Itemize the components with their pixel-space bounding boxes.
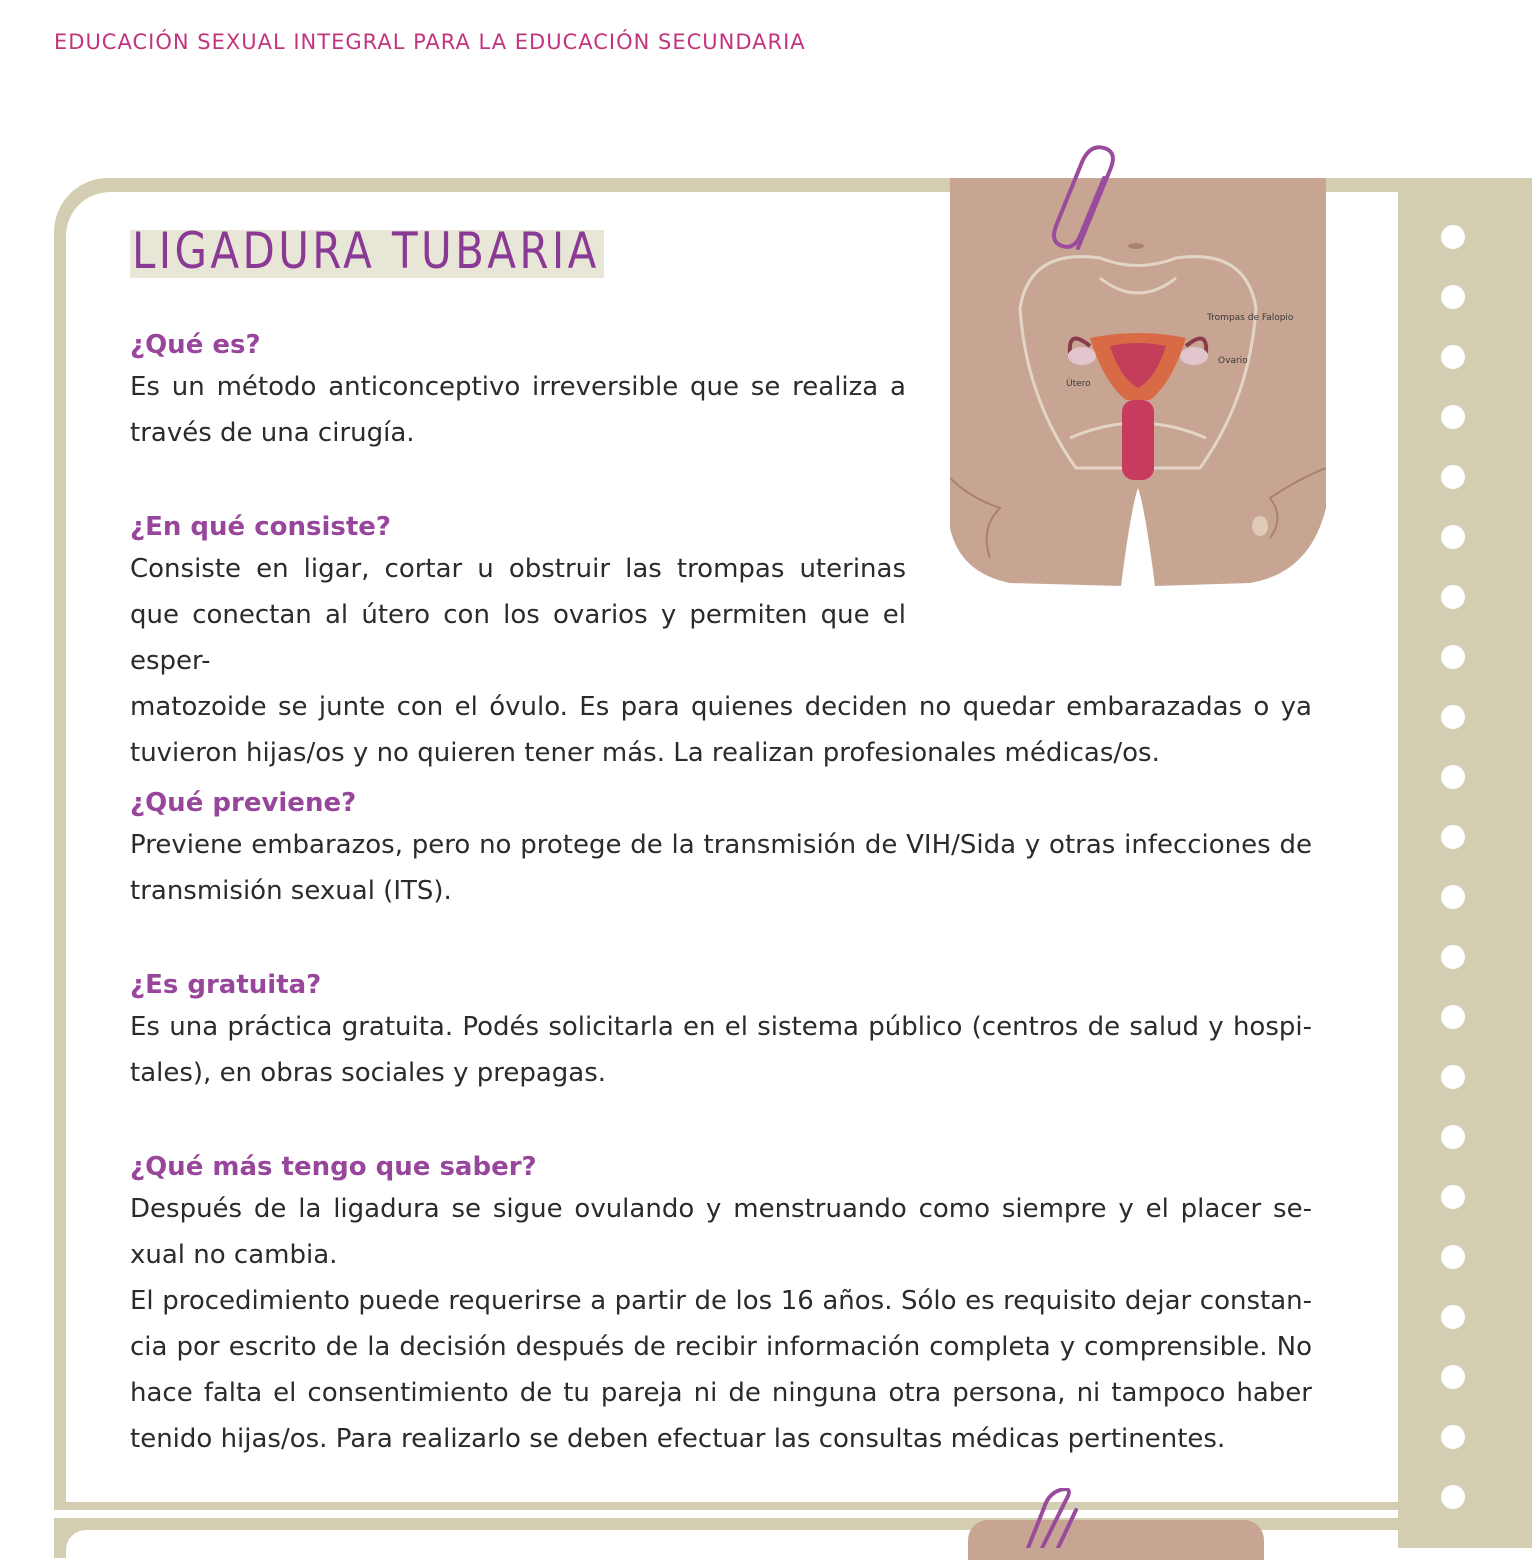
section-what-else	[130, 1148, 1312, 1462]
binding-hole	[1441, 525, 1465, 549]
binding-hole	[1441, 765, 1465, 789]
binding-hole	[1441, 1005, 1465, 1029]
section-heading: ¿Qué más tengo que saber?	[130, 1152, 537, 1182]
binding-hole	[1441, 885, 1465, 909]
section-heading: ¿Qué previene?	[130, 788, 357, 818]
page-title: LIGADURA TUBARIA	[132, 222, 600, 280]
binding-hole	[1441, 585, 1465, 609]
section-body-wide: matozoide se junte con el óvulo. Es para quienes deciden no quedar embarazadas o ya tuvieron hijas/os y no quieren tener más. La realizan profesionales médicas/os.	[130, 692, 1312, 768]
section-heading: ¿Qué es?	[130, 330, 261, 360]
paperclip-icon	[1048, 144, 1132, 264]
section-is-it-free	[130, 966, 1312, 1096]
binding-hole	[1441, 825, 1465, 849]
binding-hole	[1441, 1305, 1465, 1329]
section-body-paragraph: El procedimiento puede requerirse a partir de los 16 años. Sólo es requisito dejar constan-cia por escrito de la decisión después de recibir información completa y comprensible. No hace falta el consentimiento de tu pareja ni de ninguna otra persona, ni tampoco haber tenido hijas/os. Para realizarlo se deben efectuar las consultas médicas pertinentes.	[130, 1286, 1312, 1454]
binding-hole	[1441, 1185, 1465, 1209]
binding-hole	[1441, 1485, 1465, 1509]
next-card-illustration	[968, 1520, 1264, 1560]
binding-hole	[1441, 645, 1465, 669]
binding-hole	[1441, 1245, 1465, 1269]
running-header: EDUCACIÓN SEXUAL INTEGRAL PARA LA EDUCACIÓN SECUNDARIA	[54, 30, 806, 54]
label-fallopian-tubes: Trompas de Falopio	[1207, 313, 1294, 323]
notebook-binding-stripe	[1398, 178, 1532, 1548]
paperclip-bottom-icon	[1018, 1488, 1102, 1548]
binding-hole	[1441, 705, 1465, 729]
section-body: Es una práctica gratuita. Podés solicitarla en el sistema público (centros de salud y hospi-tales), en obras sociales y prepagas.	[130, 1012, 1312, 1088]
binding-hole	[1441, 345, 1465, 369]
section-body: Es un método anticonceptivo irreversible que se realiza a través de una cirugía.	[130, 372, 906, 448]
binding-hole	[1441, 465, 1465, 489]
binding-hole	[1441, 1425, 1465, 1449]
section-body-paragraph: Después de la ligadura se sigue ovulando y menstruando como siempre y el placer se-xual no cambia.	[130, 1194, 1312, 1270]
binding-hole	[1441, 405, 1465, 429]
binding-hole	[1441, 285, 1465, 309]
binding-hole	[1441, 1065, 1465, 1089]
binding-hole	[1441, 1125, 1465, 1149]
label-uterus: Útero	[1066, 379, 1091, 389]
section-what-does-it-consist-of	[130, 508, 1312, 776]
section-what-does-it-prevent	[130, 784, 1312, 914]
section-heading: ¿En qué consiste?	[130, 512, 392, 542]
section-body-narrow: Consiste en ligar, cortar u obstruir las trompas uterinas que conectan al útero con los ovarios y permiten que el esper-	[130, 554, 906, 676]
binding-hole	[1441, 225, 1465, 249]
binding-hole	[1441, 1365, 1465, 1389]
binding-hole	[1441, 945, 1465, 969]
section-body: Previene embarazos, pero no protege de la transmisión de VIH/Sida y otras infecciones de transmisión sexual (ITS).	[130, 830, 1312, 906]
section-what-is-it	[130, 326, 906, 456]
label-ovary: Ovario	[1218, 356, 1248, 366]
section-heading: ¿Es gratuita?	[130, 970, 322, 1000]
